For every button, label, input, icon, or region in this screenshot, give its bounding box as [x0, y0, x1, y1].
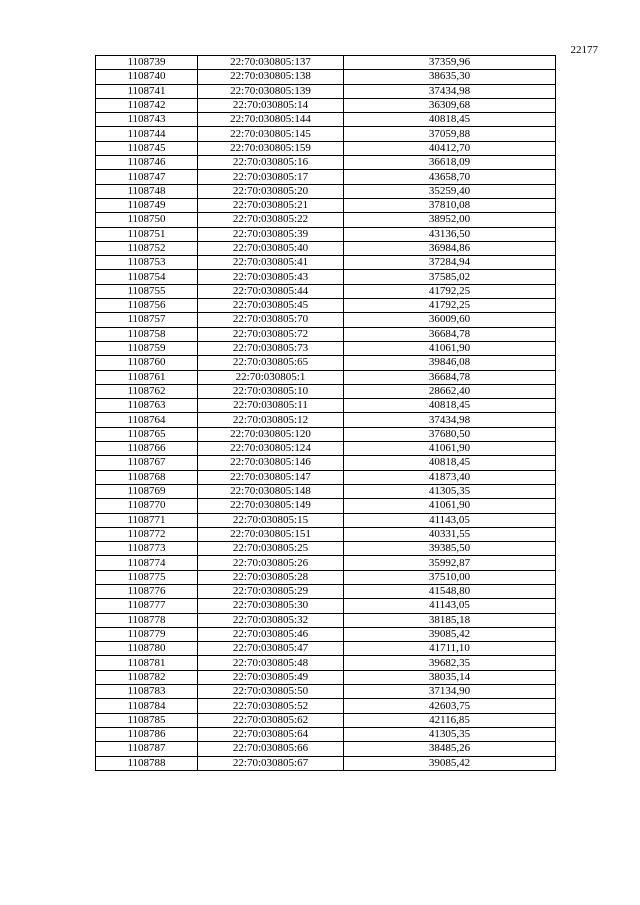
cadastral-number-cell: 22:70:030805:159 — [198, 141, 344, 155]
table-row — [96, 70, 556, 84]
cadastral-number-cell: 22:70:030805:12 — [198, 413, 344, 427]
cadastral-number-cell: 22:70:030805:137 — [198, 56, 344, 70]
table-row — [96, 456, 556, 470]
value-cell: 37680,50 — [344, 427, 556, 441]
table-row — [96, 356, 556, 370]
table-row — [96, 513, 556, 527]
value-cell: 39846,08 — [344, 356, 556, 370]
table-row — [96, 198, 556, 212]
record-id-cell: 1108747 — [96, 170, 198, 184]
value-cell: 36618,09 — [344, 156, 556, 170]
record-id-cell: 1108788 — [96, 756, 198, 770]
table-row — [96, 56, 556, 70]
value-cell: 41873,40 — [344, 470, 556, 484]
cadastral-number-cell: 22:70:030805:148 — [198, 484, 344, 498]
value-cell: 41711,10 — [344, 642, 556, 656]
value-cell: 37434,98 — [344, 84, 556, 98]
record-id-cell: 1108758 — [96, 327, 198, 341]
record-id-cell: 1108771 — [96, 513, 198, 527]
table-row — [96, 299, 556, 313]
value-cell: 39085,42 — [344, 627, 556, 641]
value-cell: 37284,94 — [344, 256, 556, 270]
cadastral-number-cell: 22:70:030805:43 — [198, 270, 344, 284]
value-cell: 35992,87 — [344, 556, 556, 570]
value-cell: 42603,75 — [344, 699, 556, 713]
record-id-cell: 1108740 — [96, 70, 198, 84]
cadastral-number-cell: 22:70:030805:11 — [198, 399, 344, 413]
cadastral-number-cell: 22:70:030805:50 — [198, 685, 344, 699]
cadastral-number-cell: 22:70:030805:149 — [198, 499, 344, 513]
value-cell: 41305,35 — [344, 727, 556, 741]
cadastral-number-cell: 22:70:030805:29 — [198, 584, 344, 598]
table-row — [96, 427, 556, 441]
record-id-cell: 1108775 — [96, 570, 198, 584]
cadastral-number-cell: 22:70:030805:144 — [198, 113, 344, 127]
record-id-cell: 1108780 — [96, 642, 198, 656]
table-row — [96, 399, 556, 413]
table-row — [96, 527, 556, 541]
cadastral-number-cell: 22:70:030805:40 — [198, 241, 344, 255]
record-id-cell: 1108741 — [96, 84, 198, 98]
table-row — [96, 341, 556, 355]
table-row — [96, 713, 556, 727]
table-row — [96, 84, 556, 98]
record-id-cell: 1108776 — [96, 584, 198, 598]
record-id-cell: 1108786 — [96, 727, 198, 741]
record-id-cell: 1108783 — [96, 685, 198, 699]
record-id-cell: 1108781 — [96, 656, 198, 670]
cadastral-number-cell: 22:70:030805:138 — [198, 70, 344, 84]
value-cell: 38035,14 — [344, 670, 556, 684]
record-id-cell: 1108777 — [96, 599, 198, 613]
cadastral-number-cell: 22:70:030805:64 — [198, 727, 344, 741]
value-cell: 35259,40 — [344, 184, 556, 198]
table-row — [96, 627, 556, 641]
record-id-cell: 1108756 — [96, 299, 198, 313]
cadastral-number-cell: 22:70:030805:72 — [198, 327, 344, 341]
value-cell: 36309,68 — [344, 98, 556, 112]
value-cell: 40331,55 — [344, 527, 556, 541]
record-id-cell: 1108753 — [96, 256, 198, 270]
cadastral-number-cell: 22:70:030805:120 — [198, 427, 344, 441]
table-row — [96, 556, 556, 570]
table-row — [96, 227, 556, 241]
cadastral-number-cell: 22:70:030805:48 — [198, 656, 344, 670]
cadastral-number-cell: 22:70:030805:45 — [198, 299, 344, 313]
record-id-cell: 1108743 — [96, 113, 198, 127]
table-row — [96, 670, 556, 684]
table-row — [96, 284, 556, 298]
table-row — [96, 256, 556, 270]
table-row — [96, 499, 556, 513]
page-number: 22177 — [570, 44, 598, 56]
value-cell: 37059,88 — [344, 127, 556, 141]
value-cell: 39085,42 — [344, 756, 556, 770]
record-id-cell: 1108778 — [96, 613, 198, 627]
record-id-cell: 1108770 — [96, 499, 198, 513]
table-row — [96, 570, 556, 584]
value-cell: 41143,05 — [344, 599, 556, 613]
cadastral-number-cell: 22:70:030805:139 — [198, 84, 344, 98]
value-cell: 43658,70 — [344, 170, 556, 184]
cadastral-number-cell: 22:70:030805:49 — [198, 670, 344, 684]
cadastral-number-cell: 22:70:030805:62 — [198, 713, 344, 727]
cadastral-number-cell: 22:70:030805:17 — [198, 170, 344, 184]
value-cell: 36009,60 — [344, 313, 556, 327]
table-row — [96, 742, 556, 756]
table-row — [96, 370, 556, 384]
cadastral-number-cell: 22:70:030805:20 — [198, 184, 344, 198]
table-row — [96, 727, 556, 741]
value-cell: 40818,45 — [344, 113, 556, 127]
record-id-cell: 1108752 — [96, 241, 198, 255]
record-id-cell: 1108785 — [96, 713, 198, 727]
record-id-cell: 1108764 — [96, 413, 198, 427]
table-row — [96, 241, 556, 255]
table-row — [96, 127, 556, 141]
record-id-cell: 1108739 — [96, 56, 198, 70]
value-cell: 37810,08 — [344, 198, 556, 212]
record-id-cell: 1108759 — [96, 341, 198, 355]
value-cell: 41792,25 — [344, 284, 556, 298]
table-row — [96, 685, 556, 699]
value-cell: 36684,78 — [344, 370, 556, 384]
cadastral-number-cell: 22:70:030805:30 — [198, 599, 344, 613]
record-id-cell: 1108766 — [96, 442, 198, 456]
table-row — [96, 613, 556, 627]
value-cell: 39682,35 — [344, 656, 556, 670]
table-row — [96, 484, 556, 498]
record-id-cell: 1108787 — [96, 742, 198, 756]
table-row — [96, 699, 556, 713]
record-id-cell: 1108768 — [96, 470, 198, 484]
value-cell: 43136,50 — [344, 227, 556, 241]
cadastral-number-cell: 22:70:030805:67 — [198, 756, 344, 770]
record-id-cell: 1108755 — [96, 284, 198, 298]
record-id-cell: 1108751 — [96, 227, 198, 241]
table-row — [96, 141, 556, 155]
record-id-cell: 1108748 — [96, 184, 198, 198]
value-cell: 40818,45 — [344, 456, 556, 470]
cadastral-number-cell: 22:70:030805:46 — [198, 627, 344, 641]
cadastral-number-cell: 22:70:030805:26 — [198, 556, 344, 570]
cadastral-number-cell: 22:70:030805:39 — [198, 227, 344, 241]
value-cell: 37134,90 — [344, 685, 556, 699]
data-table — [95, 55, 556, 771]
cadastral-number-cell: 22:70:030805:73 — [198, 341, 344, 355]
cadastral-number-cell: 22:70:030805:47 — [198, 642, 344, 656]
record-id-cell: 1108767 — [96, 456, 198, 470]
value-cell: 37359,96 — [344, 56, 556, 70]
value-cell: 42116,85 — [344, 713, 556, 727]
record-id-cell: 1108745 — [96, 141, 198, 155]
table-row — [96, 442, 556, 456]
cadastral-number-cell: 22:70:030805:1 — [198, 370, 344, 384]
value-cell: 36984,86 — [344, 241, 556, 255]
record-id-cell: 1108757 — [96, 313, 198, 327]
cadastral-number-cell: 22:70:030805:147 — [198, 470, 344, 484]
cadastral-number-cell: 22:70:030805:145 — [198, 127, 344, 141]
record-id-cell: 1108742 — [96, 98, 198, 112]
record-id-cell: 1108773 — [96, 542, 198, 556]
table-row — [96, 213, 556, 227]
table-row — [96, 98, 556, 112]
table-row — [96, 270, 556, 284]
table-row — [96, 156, 556, 170]
cadastral-number-cell: 22:70:030805:32 — [198, 613, 344, 627]
value-cell: 37585,02 — [344, 270, 556, 284]
value-cell: 41305,35 — [344, 484, 556, 498]
value-cell: 40818,45 — [344, 399, 556, 413]
table-row — [96, 384, 556, 398]
table-row — [96, 470, 556, 484]
table-row — [96, 584, 556, 598]
record-id-cell: 1108749 — [96, 198, 198, 212]
record-id-cell: 1108782 — [96, 670, 198, 684]
record-id-cell: 1108746 — [96, 156, 198, 170]
record-id-cell: 1108763 — [96, 399, 198, 413]
record-id-cell: 1108761 — [96, 370, 198, 384]
table-row — [96, 113, 556, 127]
record-id-cell: 1108774 — [96, 556, 198, 570]
record-id-cell: 1108754 — [96, 270, 198, 284]
cadastral-number-cell: 22:70:030805:124 — [198, 442, 344, 456]
table-row — [96, 656, 556, 670]
record-id-cell: 1108769 — [96, 484, 198, 498]
cadastral-number-cell: 22:70:030805:22 — [198, 213, 344, 227]
value-cell: 38485,26 — [344, 742, 556, 756]
value-cell: 39385,50 — [344, 542, 556, 556]
value-cell: 41061,90 — [344, 341, 556, 355]
cadastral-number-cell: 22:70:030805:16 — [198, 156, 344, 170]
cadastral-number-cell: 22:70:030805:10 — [198, 384, 344, 398]
record-id-cell: 1108765 — [96, 427, 198, 441]
table-row — [96, 313, 556, 327]
cadastral-number-cell: 22:70:030805:52 — [198, 699, 344, 713]
value-cell: 41143,05 — [344, 513, 556, 527]
value-cell: 41061,90 — [344, 442, 556, 456]
table-row — [96, 327, 556, 341]
cadastral-number-cell: 22:70:030805:70 — [198, 313, 344, 327]
cadastral-number-cell: 22:70:030805:146 — [198, 456, 344, 470]
record-id-cell: 1108760 — [96, 356, 198, 370]
record-id-cell: 1108750 — [96, 213, 198, 227]
value-cell: 28662,40 — [344, 384, 556, 398]
cadastral-number-cell: 22:70:030805:15 — [198, 513, 344, 527]
record-id-cell: 1108744 — [96, 127, 198, 141]
record-id-cell: 1108779 — [96, 627, 198, 641]
value-cell: 41792,25 — [344, 299, 556, 313]
cadastral-number-cell: 22:70:030805:25 — [198, 542, 344, 556]
table-body — [96, 56, 556, 771]
cadastral-number-cell: 22:70:030805:28 — [198, 570, 344, 584]
cadastral-number-cell: 22:70:030805:21 — [198, 198, 344, 212]
value-cell: 38952,00 — [344, 213, 556, 227]
value-cell: 36684,78 — [344, 327, 556, 341]
cadastral-number-cell: 22:70:030805:41 — [198, 256, 344, 270]
cadastral-number-cell: 22:70:030805:14 — [198, 98, 344, 112]
value-cell: 38185,18 — [344, 613, 556, 627]
table-row — [96, 642, 556, 656]
value-cell: 41548,80 — [344, 584, 556, 598]
cadastral-number-cell: 22:70:030805:44 — [198, 284, 344, 298]
cadastral-number-cell: 22:70:030805:66 — [198, 742, 344, 756]
table-row — [96, 184, 556, 198]
cadastral-number-cell: 22:70:030805:65 — [198, 356, 344, 370]
table-row — [96, 599, 556, 613]
record-id-cell: 1108784 — [96, 699, 198, 713]
table-row — [96, 170, 556, 184]
record-id-cell: 1108762 — [96, 384, 198, 398]
table-row — [96, 413, 556, 427]
value-cell: 40412,70 — [344, 141, 556, 155]
table-row — [96, 542, 556, 556]
cadastral-number-cell: 22:70:030805:151 — [198, 527, 344, 541]
value-cell: 41061,90 — [344, 499, 556, 513]
table-row — [96, 756, 556, 770]
value-cell: 37434,98 — [344, 413, 556, 427]
value-cell: 37510,00 — [344, 570, 556, 584]
value-cell: 38635,30 — [344, 70, 556, 84]
record-id-cell: 1108772 — [96, 527, 198, 541]
